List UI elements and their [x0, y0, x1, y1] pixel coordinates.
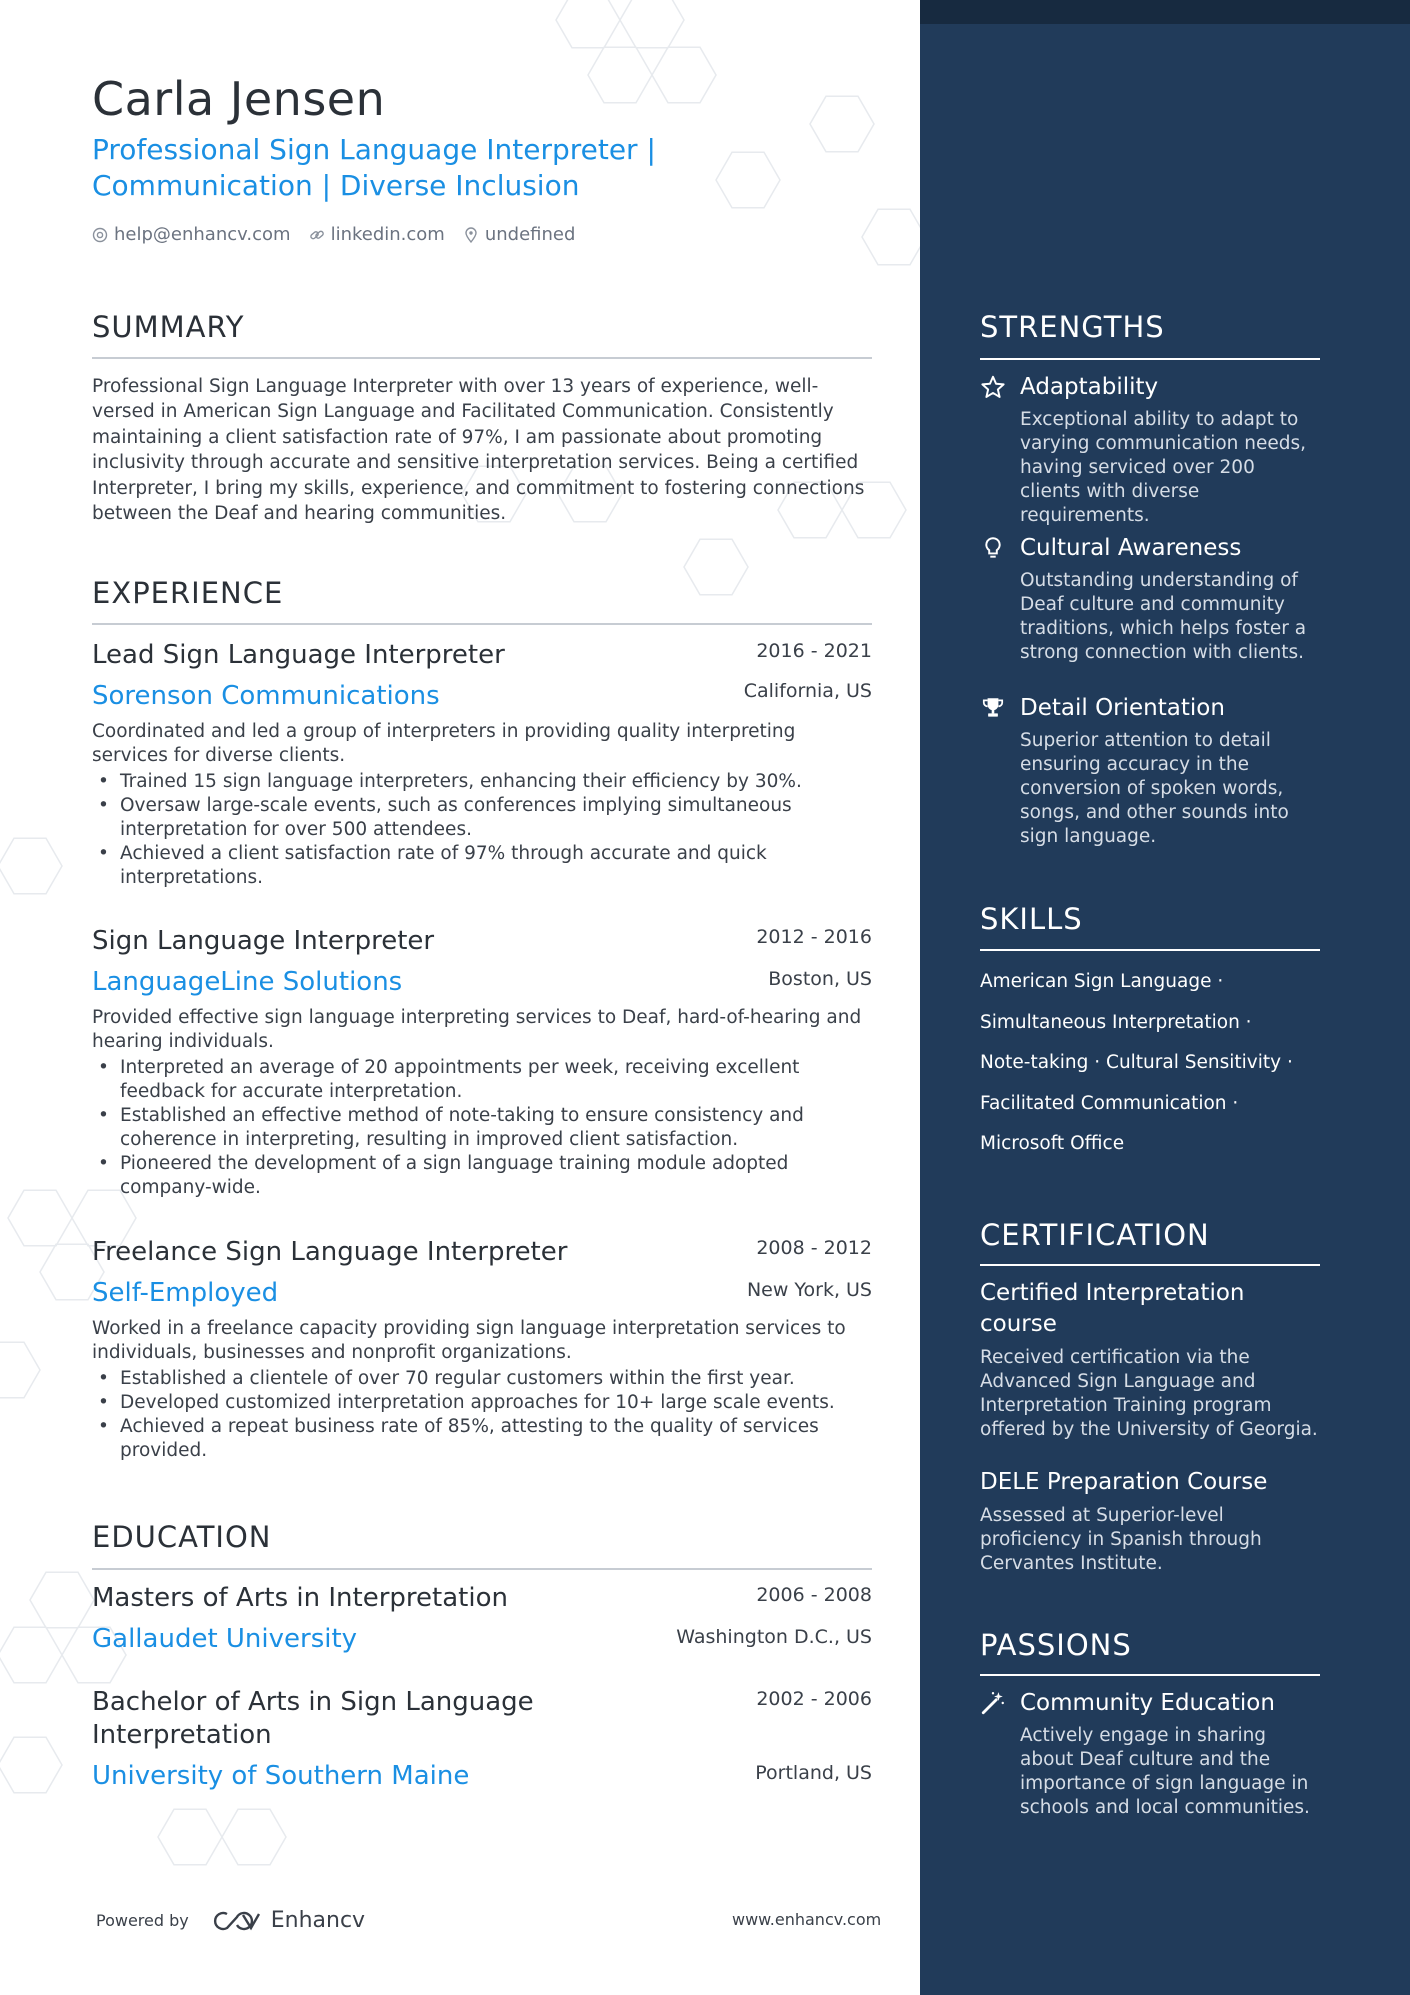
skill-line: Microsoft Office — [980, 1133, 1125, 1154]
job-description: Worked in a freelance capacity providing sign language interpretation services to individuals, businesses and nonprofit organizations. — [92, 1318, 846, 1363]
hexagon-decoration — [810, 96, 874, 151]
experience-item — [92, 638, 872, 890]
job-bullet: • Established a clientele of over 70 regular customers within the first year. — [92, 1367, 872, 1391]
strength-title: Adaptability — [1020, 374, 1159, 400]
job-bullets — [92, 1367, 872, 1463]
hexagon-decoration — [0, 1342, 40, 1397]
contact-linkedin-text: linkedin.com — [330, 224, 445, 245]
certification-text: Assessed at Superior-level proficiency in Spanish through Cervantes Institute. — [980, 1505, 1262, 1574]
contact-location-text: undefined — [484, 224, 576, 245]
job-bullet: • Established an effective method of note-taking to ensure consistency and coherence in interpreting, resulting in improved client satisfaction. — [92, 1104, 872, 1152]
education-divider — [92, 1568, 872, 1570]
at-icon — [92, 227, 108, 243]
contact-email[interactable] — [92, 224, 291, 245]
passion-item — [980, 1688, 1320, 1820]
summary-title: SUMMARY — [92, 310, 245, 344]
contact-linkedin[interactable] — [309, 224, 445, 245]
hexagon-decoration — [716, 152, 780, 207]
job-location: California, US — [743, 680, 872, 702]
experience-item — [92, 1235, 872, 1463]
skill-line: Facilitated Communication · — [980, 1092, 1239, 1114]
job-dates: 2016 - 2021 — [756, 640, 872, 662]
job-location: Boston, US — [768, 968, 872, 990]
hexagon-decoration — [0, 1627, 62, 1682]
footer-powered-by — [96, 1908, 365, 1933]
job-title: Freelance Sign Language Interpreter — [92, 1237, 568, 1267]
strength-text: Superior attention to detail ensuring accuracy in the conversion of spoken words, songs, and other sounds into sign language. — [1020, 730, 1289, 847]
hexagon-decoration — [8, 1190, 72, 1245]
hexagon-decoration — [620, 0, 684, 48]
headline-line-1: Professional Sign Language Interpreter | — [92, 133, 656, 166]
education-location: Washington D.C., US — [676, 1626, 872, 1648]
powered-by-label: Powered by — [96, 1911, 189, 1930]
education-dates: 2006 - 2008 — [756, 1584, 872, 1606]
passion-text: Actively engage in sharing about Deaf culture and the importance of sign language in schools and local communities. — [1020, 1725, 1310, 1818]
school-name[interactable]: University of Southern Maine — [92, 1761, 470, 1791]
contact-location — [463, 224, 576, 245]
candidate-name: Carla Jensen — [92, 72, 386, 126]
magic-wand-icon — [980, 1690, 1006, 1716]
skills-list — [980, 962, 1320, 1165]
strength-text: Exceptional ability to adapt to varying communication needs, having serviced over 200 clients with diverse requirements. — [1020, 409, 1307, 526]
experience-item — [92, 924, 872, 1200]
school-name[interactable]: Gallaudet University — [92, 1624, 358, 1654]
contact-row — [92, 224, 575, 245]
summary-divider — [92, 357, 872, 359]
certification-divider — [980, 1264, 1320, 1266]
certification-title: CERTIFICATION — [980, 1218, 1210, 1252]
certification-item — [980, 1278, 1320, 1442]
strength-item — [980, 693, 1320, 849]
education-dates: 2002 - 2006 — [756, 1688, 872, 1710]
job-bullet: • Developed customized interpretation approaches for 10+ large scale events. — [92, 1391, 872, 1415]
summary-text: Professional Sign Language Interpreter with over 13 years of experience, well-versed in American Sign Language and Facilitated Communication. Consistently maintaining a client satisfaction rate of 97%, I am passionate about promoting inclusivity through accurate and sensitive interpretation services. Being a certified Interpreter, I bring my skills, experience, and commitment to fostering connections between the Deaf and hearing communities. — [92, 376, 865, 525]
hexagon-decoration — [158, 1809, 222, 1864]
skills-title: SKILLS — [980, 902, 1083, 936]
job-bullet: • Pioneered the development of a sign language training module adopted company-wide. — [92, 1152, 872, 1200]
strengths-divider — [980, 358, 1320, 360]
experience-divider — [92, 623, 872, 625]
job-bullets — [92, 1056, 872, 1200]
lightbulb-icon — [980, 535, 1006, 561]
experience-title: EXPERIENCE — [92, 576, 284, 610]
company-name[interactable]: Sorenson Communications — [92, 681, 440, 711]
passions-divider — [980, 1674, 1320, 1676]
job-description: Provided effective sign language interpreting services to Deaf, hard-of-hearing and hearing individuals. — [92, 1007, 862, 1052]
skill-line: Note-taking · Cultural Sensitivity · — [980, 1052, 1293, 1073]
enhancv-brand[interactable] — [213, 1908, 365, 1933]
footer-url[interactable]: www.enhancv.com — [732, 1910, 882, 1929]
headline — [92, 132, 692, 204]
star-icon — [980, 374, 1006, 400]
company-name[interactable]: LanguageLine Solutions — [92, 967, 403, 997]
strength-title: Cultural Awareness — [1020, 535, 1242, 561]
hexagon-decoration — [684, 539, 748, 594]
location-pin-icon — [463, 227, 479, 243]
strength-title: Detail Orientation — [1020, 695, 1225, 721]
job-bullet: • Interpreted an average of 20 appointments per week, receiving excellent feedback for accurate interpretation. — [92, 1056, 872, 1104]
hexagon-decoration — [588, 47, 652, 102]
hexagon-decoration — [862, 209, 920, 264]
job-title: Lead Sign Language Interpreter — [92, 640, 505, 670]
job-description: Coordinated and led a group of interpreters in providing quality interpreting services for diverse clients. — [92, 721, 796, 766]
job-title: Sign Language Interpreter — [92, 926, 435, 956]
skill-line: American Sign Language · — [980, 971, 1224, 992]
job-dates: 2008 - 2012 — [756, 1237, 872, 1259]
certification-item — [980, 1467, 1320, 1576]
hexagon-decoration — [0, 838, 62, 893]
strength-item — [980, 533, 1320, 665]
skills-divider — [980, 949, 1320, 951]
degree-title: Masters of Arts in Interpretation — [92, 1583, 508, 1613]
job-location: New York, US — [746, 1279, 872, 1301]
hexagon-decoration — [556, 0, 620, 48]
job-bullets — [92, 770, 872, 890]
degree-title: Bachelor of Arts in Sign Language Interpretation — [92, 1687, 534, 1750]
passions-title: PASSIONS — [980, 1628, 1132, 1662]
job-bullet: • Oversaw large-scale events, such as conferences implying simultaneous interpretation for over 500 attendees. — [92, 794, 872, 842]
strength-item — [980, 372, 1320, 528]
company-name[interactable]: Self-Employed — [92, 1278, 279, 1308]
enhancv-brand-name: Enhancv — [270, 1908, 366, 1933]
hexagon-decoration — [0, 1737, 62, 1792]
hexagon-decoration — [30, 1572, 94, 1627]
certification-text: Received certification via the Advanced Sign Language and Interpretation Training program offered by the University of Georgia. — [980, 1347, 1318, 1440]
trophy-icon — [980, 695, 1006, 721]
headline-line-2: Communication | Diverse Inclusion — [92, 169, 580, 202]
sidebar-top-bar — [920, 0, 1410, 24]
hexagon-decoration — [222, 1809, 286, 1864]
certification-name: DELE Preparation Course — [980, 1469, 1268, 1495]
education-location: Portland, US — [755, 1762, 872, 1784]
enhancv-logo-icon — [213, 1909, 261, 1933]
job-bullet: • Achieved a client satisfaction rate of 97% through accurate and quick interpretations. — [92, 842, 872, 890]
contact-email-text: help@enhancv.com — [114, 224, 291, 245]
skill-line: Simultaneous Interpretation · — [980, 1011, 1252, 1033]
strengths-title: STRENGTHS — [980, 310, 1165, 344]
certification-name: Certified Interpretation course — [980, 1280, 1245, 1337]
education-item — [92, 1582, 872, 1659]
education-title: EDUCATION — [92, 1520, 272, 1554]
job-dates: 2012 - 2016 — [756, 926, 872, 948]
job-bullet: • Achieved a repeat business rate of 85%, attesting to the quality of services provided. — [92, 1415, 872, 1463]
hexagon-decoration — [652, 47, 716, 102]
link-icon — [309, 227, 325, 243]
passion-title: Community Education — [1020, 1690, 1275, 1716]
education-item — [92, 1686, 872, 1796]
job-bullet: • Trained 15 sign language interpreters, enhancing their efficiency by 30%. — [92, 770, 872, 794]
strength-text: Outstanding understanding of Deaf culture and community traditions, which helps foster a strong connection with clients. — [1020, 570, 1307, 663]
